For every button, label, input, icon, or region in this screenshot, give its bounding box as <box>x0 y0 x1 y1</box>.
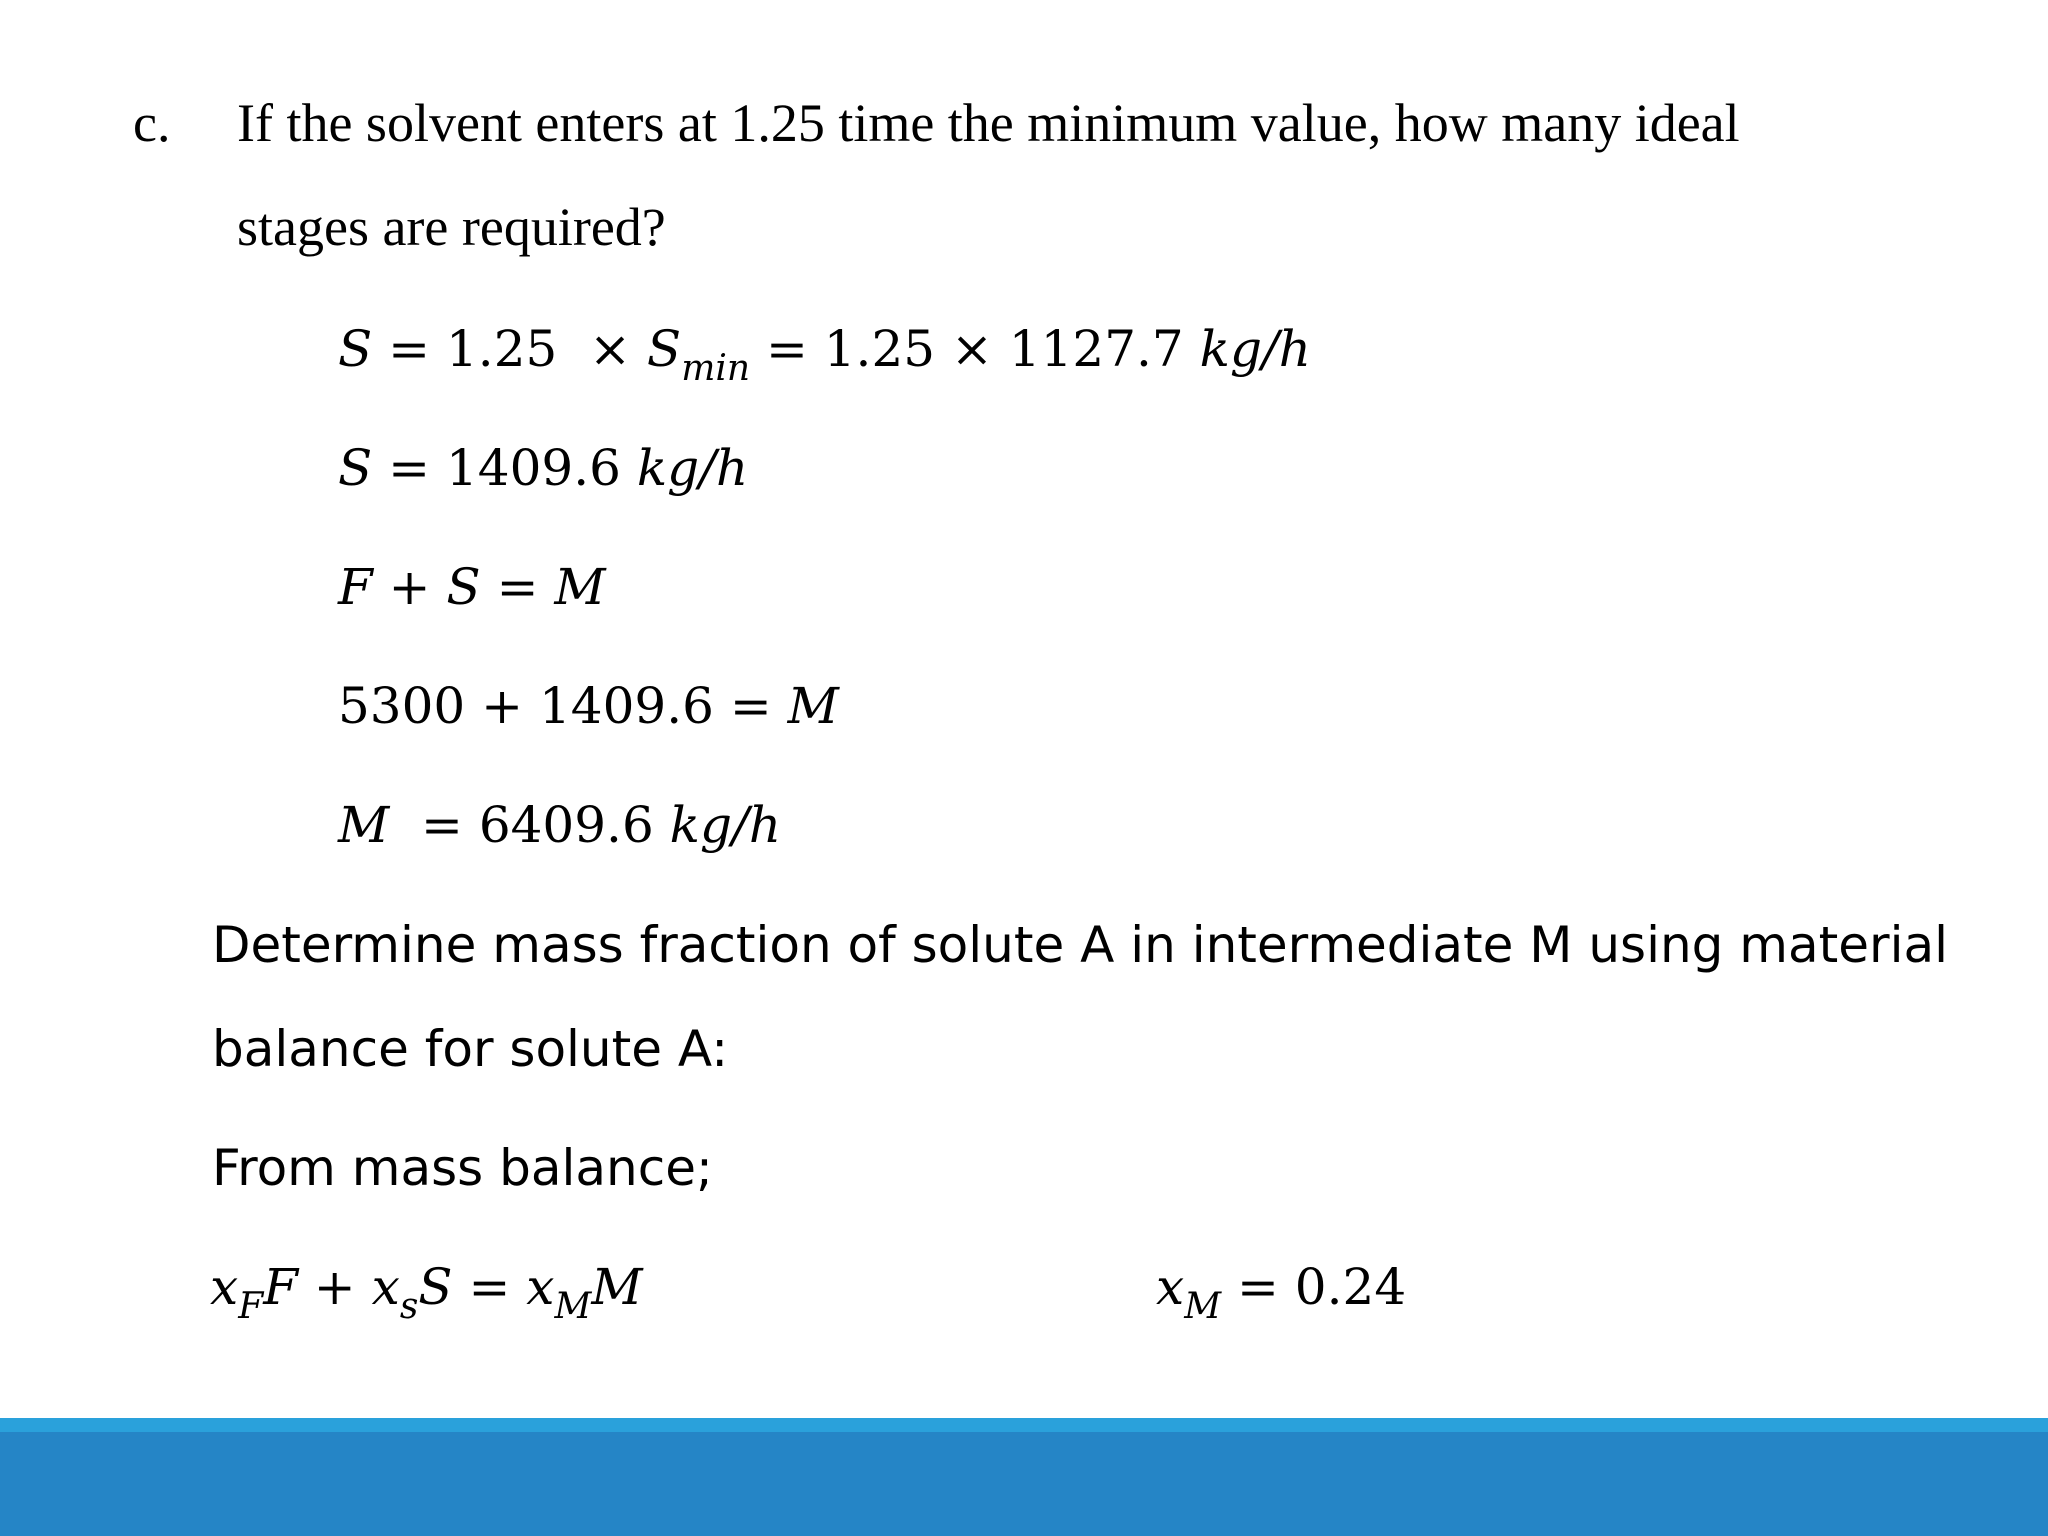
balance-x-f: x <box>210 1258 239 1316</box>
balance-sub-m: M <box>554 1286 592 1327</box>
eq1-unit: kg/h <box>1199 320 1312 378</box>
eq3-equals: = <box>496 558 539 616</box>
eq4-b: 1409.6 <box>538 677 714 735</box>
eq1-times-2: × <box>950 320 993 378</box>
item-label: c. <box>133 93 171 153</box>
body-line-1: Determine mass fraction of solute A in intermediate M using material <box>212 916 1948 974</box>
eq2-lhs: S <box>338 439 373 497</box>
equation-mixing <box>338 558 606 616</box>
body-line-2: balance for solute A: <box>212 1020 729 1078</box>
eq2-equals: = <box>388 439 431 497</box>
eq3-s: S <box>446 558 481 616</box>
eq3-m: M <box>554 558 606 616</box>
equation-mass-balance <box>210 1258 643 1327</box>
eq1-equals: = <box>388 320 431 378</box>
eq4-plus: + <box>481 677 524 735</box>
result-x: x <box>1156 1258 1185 1316</box>
eq1-factor-2: 1.25 <box>823 320 936 378</box>
eq5-lhs: M <box>338 796 390 854</box>
eq2-unit: kg/h <box>636 439 749 497</box>
eq3-f: F <box>338 558 373 616</box>
question-line-1: If the solvent enters at 1.25 time the minimum value, how many ideal <box>237 93 1740 153</box>
result-equals: = <box>1236 1258 1279 1316</box>
body-line-3: From mass balance; <box>212 1139 713 1197</box>
eq1-value: 1127.7 <box>1008 320 1184 378</box>
eq1-times: × <box>589 320 632 378</box>
eq5-unit: kg/h <box>669 796 782 854</box>
eq1-factor: 1.25 <box>445 320 558 378</box>
balance-m: M <box>591 1258 643 1316</box>
balance-x-m: x <box>526 1258 555 1316</box>
balance-x-s: x <box>371 1258 400 1316</box>
eq1-lhs: S <box>338 320 373 378</box>
balance-sub-s: s <box>399 1286 419 1327</box>
question-line-2: stages are required? <box>237 197 666 257</box>
result-sub: M <box>1184 1286 1222 1327</box>
eq4-m: M <box>787 677 839 735</box>
balance-equals: = <box>468 1258 511 1316</box>
footer-band <box>0 1432 2048 1536</box>
eq5-value: 6409.6 <box>478 796 654 854</box>
balance-sub-f: F <box>238 1286 264 1327</box>
eq5-equals: = <box>421 796 463 854</box>
eq4-a: 5300 <box>338 677 466 735</box>
eq1-smin-sub: min <box>681 348 751 389</box>
result-value: 0.24 <box>1294 1258 1407 1316</box>
balance-s: S <box>418 1258 453 1316</box>
eq3-plus: + <box>388 558 431 616</box>
equation-solvent-rate <box>338 320 1312 389</box>
balance-plus: + <box>313 1258 356 1316</box>
equation-result-xm <box>1156 1258 1407 1327</box>
eq1-equals-2: = <box>765 320 808 378</box>
eq2-value: 1409.6 <box>445 439 621 497</box>
equation-mixture-result <box>338 796 782 854</box>
eq1-smin: S <box>646 320 682 378</box>
equation-mixing-values <box>338 677 839 735</box>
footer-accent-stripe <box>0 1418 2048 1432</box>
balance-f: F <box>263 1258 298 1316</box>
eq4-equals: = <box>729 677 772 735</box>
equation-solvent-result <box>338 439 749 497</box>
